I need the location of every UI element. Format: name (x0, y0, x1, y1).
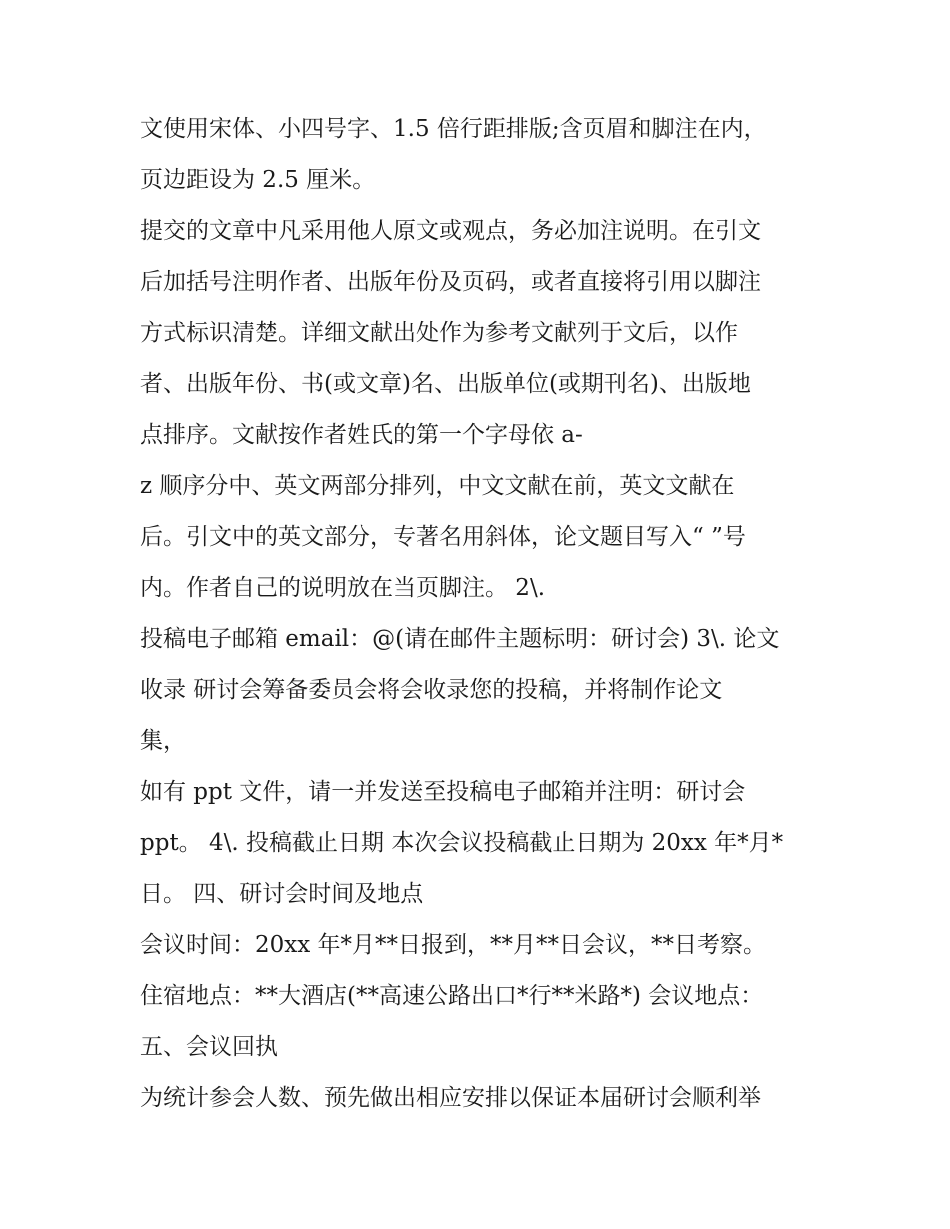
text-line: 如有 ppt 文件，请一并发送至投稿电子邮箱并注明：研讨会 (140, 779, 746, 805)
text-line: z 顺序分中、英文两部分排列，中文文献在前，英文文献在 (140, 473, 735, 499)
text-line: 会议时间：20xx 年*月**日报到，**月**日会议，**日考察。 (140, 932, 767, 958)
text-line: 投稿电子邮箱 email：@(请在邮件主题标明：研讨会) 3\. 论文 (140, 626, 780, 652)
text-line: 者、出版年份、书(或文章)名、出版单位(或期刊名)、出版地 (140, 371, 751, 397)
document-body (140, 104, 820, 1124)
text-line: 文使用宋体、小四号字、1.5 倍行距排版;含页眉和脚注在内， (140, 116, 767, 142)
text-line: 集， (140, 728, 186, 754)
text-line: 日。 四、研讨会时间及地点 (140, 881, 424, 907)
text-line: 住宿地点：**大酒店(**高速公路出口*行**米路*) 会议地点： (140, 983, 764, 1009)
text-line: 后加括号注明作者、出版年份及页码，或者直接将引用以脚注 (140, 269, 761, 295)
text-line: 提交的文章中凡采用他人原文或观点，务必加注说明。在引文 (140, 218, 761, 244)
text-line: 后。引文中的英文部分，专著名用斜体，论文题目写入“ ”号 (140, 524, 746, 550)
text-line: 收录 研讨会筹备委员会将会收录您的投稿，并将制作论文 (140, 677, 723, 703)
text-line: 页边距设为 2.5 厘米。 (140, 167, 376, 193)
text-line: ppt。 4\. 投稿截止日期 本次会议投稿截止日期为 20xx 年*月* (140, 830, 784, 856)
text-line: 内。作者自己的说明放在当页脚注。 2\. (140, 575, 546, 601)
text-line: 为统计参会人数、预先做出相应安排以保证本届研讨会顺利举 (140, 1085, 761, 1111)
section-heading: 五、会议回执 (140, 1034, 278, 1060)
text-line: 方式标识清楚。详细文献出处作为参考文献列于文后，以作 (140, 320, 738, 346)
text-line: 点排序。文献按作者姓氏的第一个字母依 a- (140, 422, 583, 448)
